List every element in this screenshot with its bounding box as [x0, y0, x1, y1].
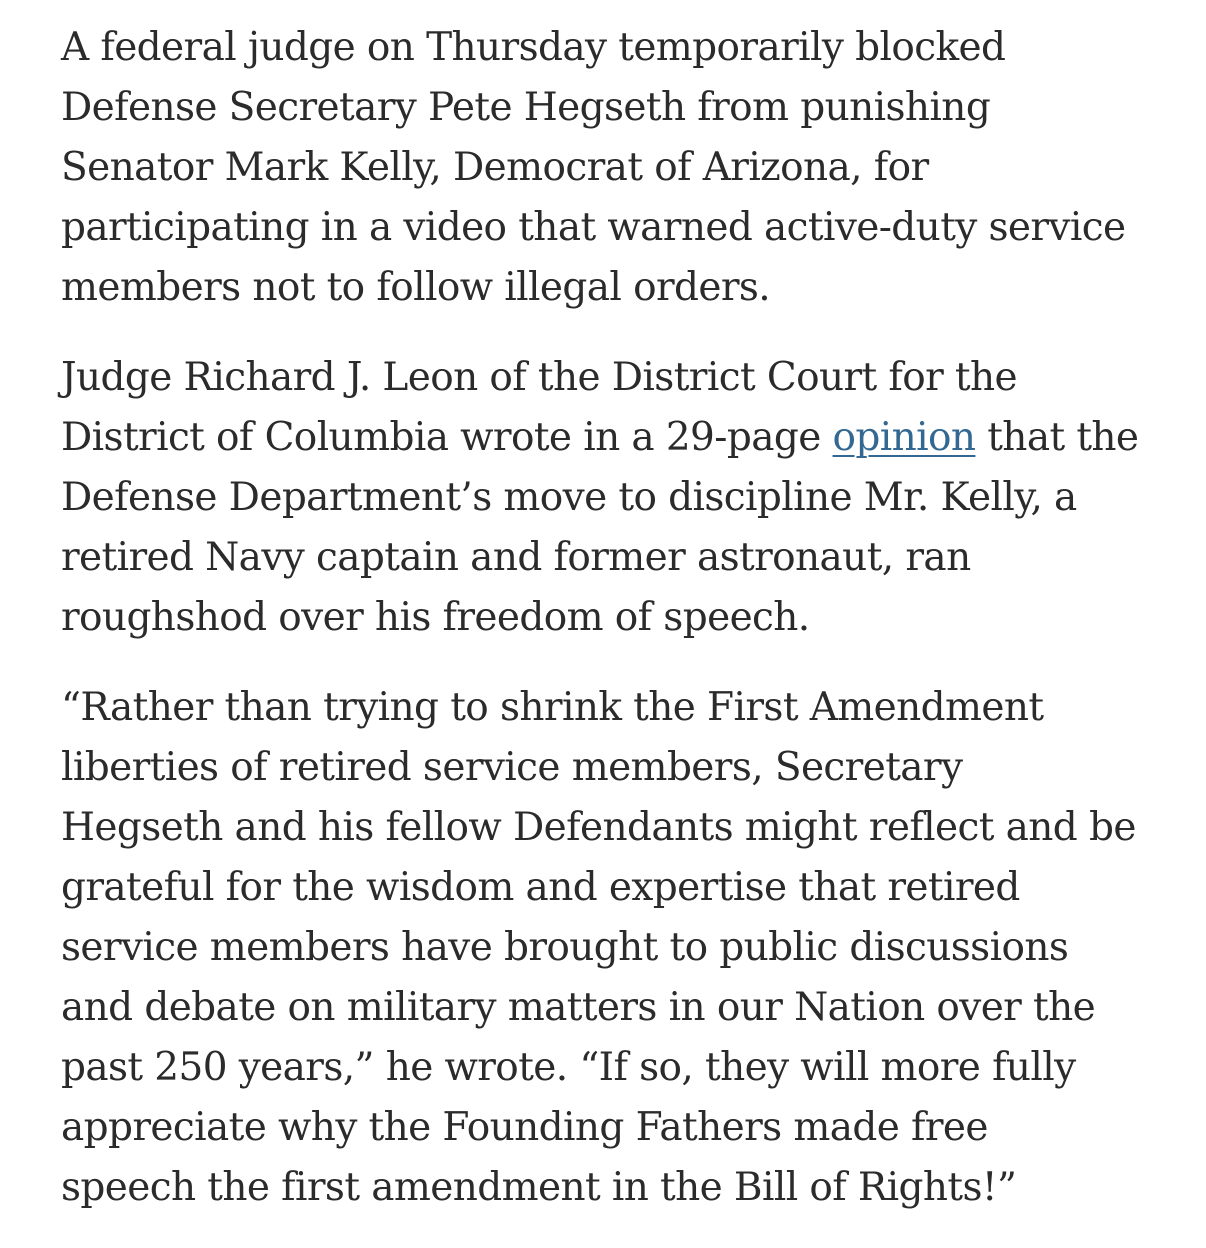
text-line: liberties of retired service members, Secretary — [61, 745, 963, 790]
text-line: speech the first amendment in the Bill of Rights!” — [61, 1165, 1017, 1210]
text-line: retired Navy captain and former astronaut, ran — [61, 535, 971, 580]
paragraph-1 — [61, 18, 1191, 318]
text-line: “Rather than trying to shrink the First Amendment — [61, 685, 1044, 730]
text-line: and debate on military matters in our Nation over the — [61, 985, 1096, 1030]
text-segment: that the — [975, 415, 1139, 460]
opinion-link[interactable]: opinion — [832, 415, 976, 460]
paragraph-3-quote — [61, 678, 1191, 1218]
text-line: past 250 years,” he wrote. “If so, they will more fully — [61, 1045, 1076, 1090]
text-line: grateful for the wisdom and expertise that retired — [61, 865, 1020, 910]
text-line: service members have brought to public discussions — [61, 925, 1069, 970]
text-line: Hegseth and his fellow Defendants might reflect and be — [61, 805, 1136, 850]
text-line: members not to follow illegal orders. — [61, 265, 771, 310]
text-line: appreciate why the Founding Fathers made free — [61, 1105, 988, 1150]
text-line-with-link — [61, 408, 1191, 468]
text-line: Defense Secretary Pete Hegseth from punishing — [61, 85, 991, 130]
text-line: Judge Richard J. Leon of the District Court for the — [61, 355, 1017, 400]
text-line: A federal judge on Thursday temporarily blocked — [61, 25, 1006, 70]
article-body — [61, 18, 1191, 1248]
text-line: Defense Department’s move to discipline Mr. Kelly, a — [61, 475, 1077, 520]
text-segment: District of Columbia wrote in a 29-page — [61, 415, 833, 460]
paragraph-2 — [61, 348, 1191, 648]
text-line: participating in a video that warned active-duty service — [61, 205, 1126, 250]
text-line: Senator Mark Kelly, Democrat of Arizona, for — [61, 145, 929, 190]
text-line: roughshod over his freedom of speech. — [61, 595, 810, 640]
